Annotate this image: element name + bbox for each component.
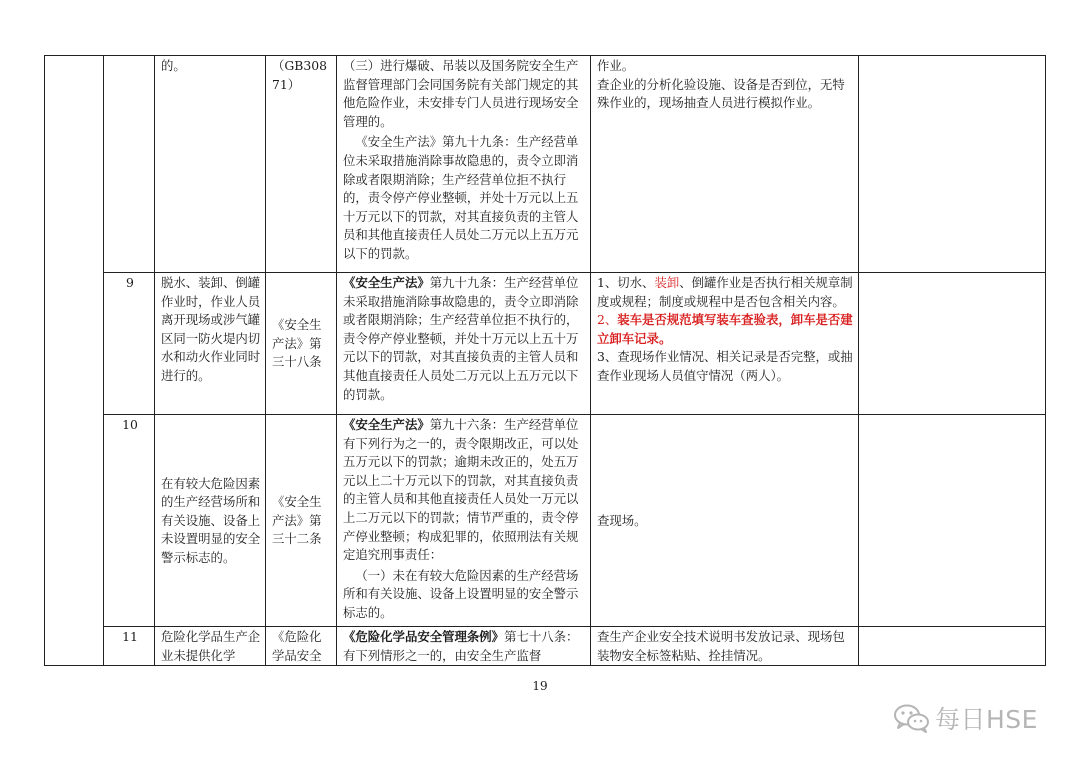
check-paragraph: 作业。 xyxy=(597,58,635,73)
check-paragraph: 查企业的分析化验设施、设备是否到位，无特殊作业的，现场抽查人员进行模拟作业。 xyxy=(597,76,845,111)
highlight-text: 装车是否规范填写装车查验表，卸车是否建立卸车记录。 xyxy=(597,312,853,346)
legal-basis: 《危险化学品安全 xyxy=(266,627,337,666)
legal-basis: （GB30871） xyxy=(266,56,337,273)
row-number: 10 xyxy=(104,415,155,627)
table-row xyxy=(45,273,1046,415)
hazard-item: 脱水、装卸、倒罐作业时，作业人员离开现场或涉气罐区同一防火堤内切水和动火作业同时进行的。 xyxy=(155,273,266,415)
check-method xyxy=(591,273,859,415)
legal-basis: 《安全生产法》第三十八条 xyxy=(266,273,337,415)
penalty-clause: 《安全生产法》第九十九条：生产经营单位未采取措施消除事故隐患的，责令立即消除或者限期消除；生产经营单位拒不执行的，责令停产停业整顿，并处十万元以上五十万元以下的罚款，对其直接负责的主管人员和其他直接责任人员处二万元以上五万元以下的罚款。 xyxy=(337,273,591,415)
remarks-cell xyxy=(859,627,1046,666)
row-number xyxy=(104,56,155,273)
table-row xyxy=(45,56,1046,273)
law-name: 《危险化学品安全管理条例》 xyxy=(343,629,505,644)
check-method: 查生产企业安全技术说明书发放记录、现场包装物安全标签粘贴、拴挂情况。 xyxy=(591,627,859,666)
hazard-item: 在有较大危险因素的生产经营场所和有关设施、设备上未设置明显的安全警示标志的。 xyxy=(155,415,266,627)
regulation-table xyxy=(44,55,1046,666)
remarks-cell xyxy=(859,415,1046,627)
check-paragraph: 1、切水、装卸、倒罐作业是否执行相关规章制度或规程；制度或规程中是否包含相关内容。 xyxy=(597,275,853,309)
table-row xyxy=(45,627,1046,666)
law-name: 《安全生产法》 xyxy=(343,417,430,432)
hazard-item: 危险化学品生产企业未提供化学 xyxy=(155,627,266,666)
watermark-text: 每日HSE xyxy=(935,705,1038,734)
legal-basis: 《安全生产法》第三十二条 xyxy=(266,415,337,627)
check-paragraph: 2、装车是否规范填写装车查验表，卸车是否建立卸车记录。 xyxy=(597,312,853,346)
row-number: 11 xyxy=(104,627,155,666)
penalty-clause xyxy=(337,56,591,273)
row-number: 9 xyxy=(104,273,155,415)
check-method xyxy=(591,56,859,273)
blank-cell xyxy=(45,56,104,666)
penalty-paragraph: （一）未在有较大危险因素的生产经营场所和有关设施、设备上设置明显的安全警示标志的。 xyxy=(343,567,579,620)
penalty-clause: 《危险化学品安全管理条例》第七十八条：有下列情形之一的，由安全生产监督 xyxy=(337,627,591,666)
page-number: 19 xyxy=(532,679,548,693)
penalty-clause xyxy=(337,415,591,627)
penalty-paragraph: 《安全生产法》第九十六条：生产经营单位有下列行为之一的，责令限期改正，可以处五万元以下的罚款；逾期未改正的，处五万元以上二十万元以下的罚款，对其直接负责的主管人员和其他直接责任人员处一万元以上二万元以下的罚款；情节严重的，责令停产停业整顿；构成犯罪的，依照刑法有关规定追究刑事责任： xyxy=(343,417,579,563)
penalty-paragraph: （三）进行爆破、吊装以及国务院安全生产监督管理部门会同国务院有关部门规定的其他危险作业，未安排专门人员进行现场安全管理的。 xyxy=(343,58,579,129)
wechat-icon xyxy=(893,703,931,733)
remarks-cell xyxy=(859,273,1046,415)
check-method: 查现场。 xyxy=(591,415,859,627)
law-name: 《安全生产法》 xyxy=(343,275,430,290)
penalty-paragraph: 《安全生产法》第九十九条：生产经营单位未采取措施消除事故隐患的，责令立即消除或者限期消除；生产经营单位拒不执行的，责令停产停业整顿，并处十万元以上五十万元以下的罚款，对其直接负责的主管人员和其他直接责任人员处二万元以上五万元以下的罚款。 xyxy=(343,134,579,261)
highlight-text: 装卸 xyxy=(654,275,680,290)
table-row xyxy=(45,415,1046,627)
hazard-item: 的。 xyxy=(155,56,266,273)
watermark xyxy=(893,700,1038,736)
check-paragraph: 3、查现场作业情况、相关记录是否完整，或抽查作业现场人员值守情况（两人）。 xyxy=(597,349,853,383)
remarks-cell xyxy=(859,56,1046,273)
